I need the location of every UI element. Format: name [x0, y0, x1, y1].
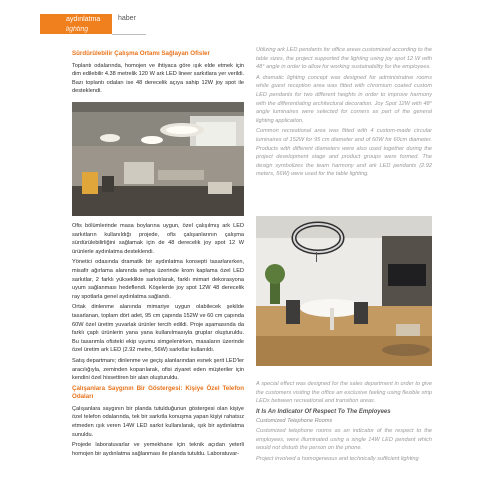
right-subheading: Customized Telephone Rooms [256, 418, 333, 425]
office-photo-art [72, 102, 244, 216]
office-photo [72, 102, 244, 216]
right-column-top [256, 46, 432, 181]
right-paragraph-6: Project involved a homogeneous and technically sufficient lighting [256, 455, 419, 462]
right-column-bottom [256, 380, 432, 465]
right-paragraph-5: Customized telephone rooms as an indicator of the respect to the employees, were illuminated using a single 14W LED pendant which would not disturb the person on the phone. [256, 427, 432, 452]
right-paragraph-2: A dramatic lighting concept was designed for administrative rooms while guest reception area was fitted with chromium coated custom LED pendants for two different heights in order to improve harmony with the differentiating architectural decoration. Joy Spot 12W with 48° angle luminaires were selected for corners as part of the general lighting application. [256, 74, 432, 124]
left-paragraph-6: Çalışanlara saygının bir planda tutulduğunun göstergesi olan kişiye özel telefon odalarında, tek bir sarkıtla konuşma yapan kişiyi rahatsız etmeden ışık veren 14W LED sarkıt kullanılarak, ışık bir aydınlatma sunuldu. [72, 405, 244, 438]
right-paragraph-4: A special effect was designed for the sales department in order to give the customers visiting the office an exclusive feeling using flexible strip LEDs between recreational and transition areas. [256, 381, 432, 405]
left-paragraph-2: Ofis bölümlerinde masa boylarına uygun, özel çalışılmış ark LED sarkıtların kullanıldığı projede, ofis çalışanlarının çalışma sürdürülebilirliğini sağlamak için de 48 derecelik joy spot 12 W ürünlerle aydınlatma desteklendi. [72, 223, 244, 255]
left-heading: Sürdürülebilir Çalışma Ortamı Sağlayan Ofisler [72, 50, 210, 57]
meeting-photo [256, 216, 432, 366]
meeting-photo-art [256, 216, 432, 366]
left-paragraph-1: Toplantı odalarında, homojen ve ihtiyaca göre ışık elde etmek için dim edilebilir 4.38 metrelik 120 W ark LED lineer sarkıtlara yer verildi. Bazı toplantı odaları ise 48 derecelik açıya sahip 12W joy spot ile desteklendi. [72, 62, 244, 95]
section-mark [112, 14, 146, 35]
right-heading: It Is An Indicator Of Respect To The Employees [256, 408, 391, 415]
section-tab-en: lighting [66, 26, 89, 33]
left-paragraph-5: Satış departmanı; dinlenme ve geçiş alanlarından esnek şerit LED'ler aracılığıyla, zeminden koparılarak, ofisi ziyaret eden müşteriler için kendini özel hissettiren bir alan oluşturuldu. [72, 357, 244, 382]
left-column-bottom [72, 222, 244, 460]
left-column-top [72, 50, 244, 98]
section-tab [40, 14, 112, 34]
right-paragraph-1: Utilizing ark LED pendants for office areas customized according to the table sizes, the project supported the lighting using joy spot 12 W with 48° angle in order to allow for working sustainability for the employees. [256, 47, 432, 71]
right-paragraph-3: Common recreational area was fitted with 4 custom-made circular luminaires of 152W for 95 cm diameter and of 60W for 60cm diameter. Products with different diameters were also used together during the project development stage and product groups were formed. The design symbolizes the team harmony and ark LED pendants (2.92 meters, 56W) were used for the table lighting. [256, 128, 432, 178]
section-tab-tr: aydınlatma [66, 16, 101, 23]
section-mark-label: haber [118, 15, 136, 22]
left-paragraph-3: Yönetici odasında dramatik bir aydınlatma konsepti tasarlanırken, misafir ağırlama alanında sehpa üzerinde krom kaplama özel LED sarkıtlar, 2 farklı yükseklikte sarkıtılarak, farklı mimari dekorasyona uyum sağlanması hedeflendi. Köşelerde joy spot 12W 48 derecelik ray spotlarla genel aydınlatma sağlandı. [72, 259, 244, 300]
left-paragraph-4: Ortak dinlenme alanında mimariye uygun olabilecek şekilde tasarlanan, toplam dört adet, 95 cm çapında 152W ve 60 cm çapında 60W özel üretim yuvarlak ürünler tercih edildi. Proje aşamasında da farklı çaplı ürünlerin yana yana kullanılmasıyla gruplar oluşturuldu. Bu tasarımla ofisteki ekip uyumu simgelenirken, masaların üzerinde özel üretim ark LED (2.92 metre, 56W) sarkıtlar kullanıldı. [72, 304, 244, 354]
left-paragraph-7: Projede laboratuvarlar ve yemekhane için teknik açıdan yeterli homojen bir aydınlatma sağlanması ile planda tutuldu. Laboratuvar- [72, 442, 244, 457]
left-heading-2: Çalışanlara Saygının Bir Göstergesi: Kişiye Özel Telefon Odaları [72, 384, 244, 401]
